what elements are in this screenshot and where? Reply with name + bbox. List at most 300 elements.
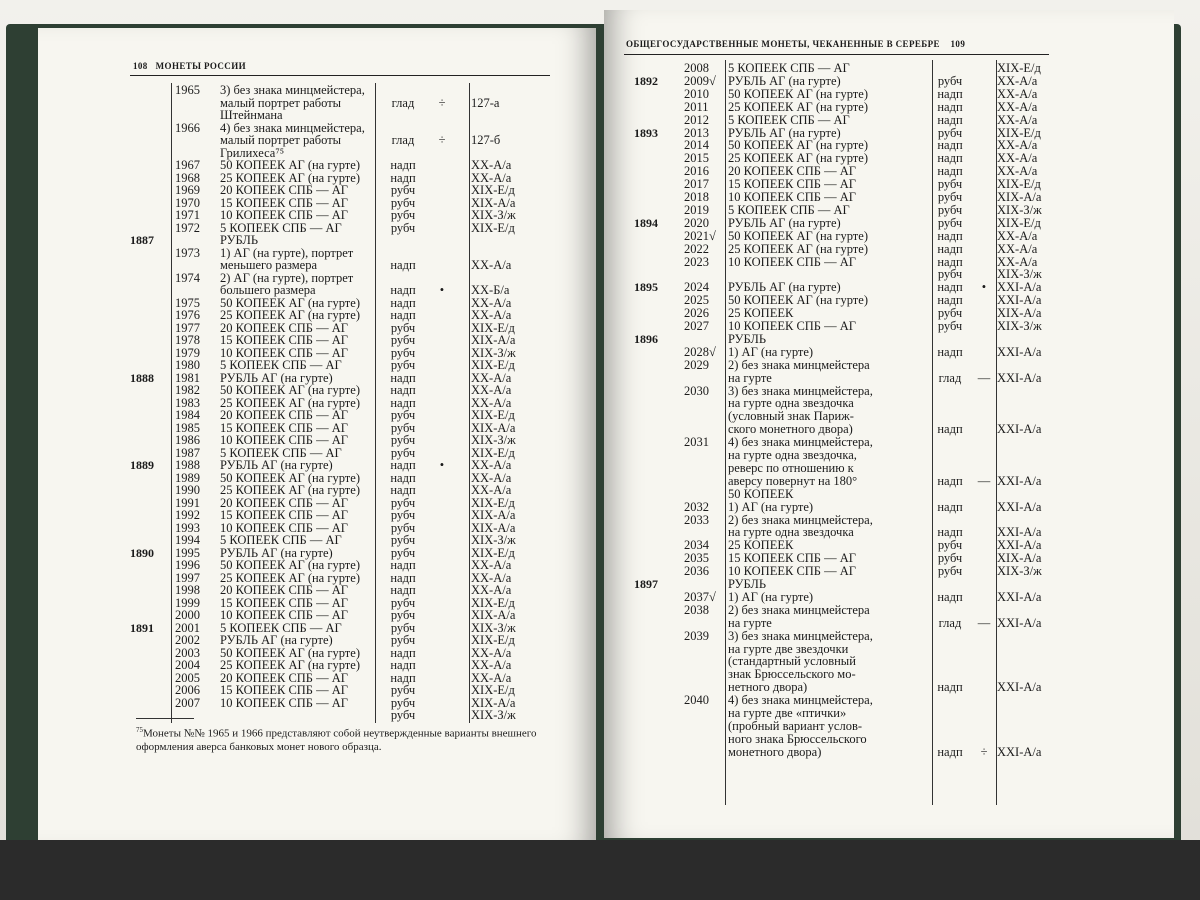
edge-type-cell: надп [390,570,416,585]
catalog-ref-cell: XIX-Е/д [471,683,515,697]
coin-name-cell: 10 КОПЕЕК СПБ — АГ [220,208,348,222]
coin-name-cell: на гурте [728,370,772,385]
catalog-ref-cell: XX-Б/а [471,283,510,297]
left-running-title: МОНЕТЫ РОССИИ [155,61,247,71]
edge-type-cell: надп [390,583,416,597]
coin-name-cell: 25 КОПЕЕК АГ (на гурте) [220,170,360,185]
coin-name-cell: на гурте [728,615,772,630]
year-cell: 1890 [130,545,154,560]
catalog-ref-cell: XX-А/а [997,138,1038,153]
number-cell: 1965 [175,83,200,97]
table-row [604,565,1174,578]
year-cell: 1893 [634,125,658,140]
table-row [604,462,1174,475]
edge-type-cell: надп [390,158,416,172]
coin-name-cell: 20 КОПЕЕК СПБ — АГ [220,583,348,597]
edge-type-cell: глад [391,133,415,147]
coin-name-cell: большего размера [220,283,316,297]
edge-type-cell: надп [390,383,416,397]
table-row [604,320,1174,333]
left-head-rule [130,75,550,76]
table-row [604,101,1174,114]
catalog-ref-cell: XIX-Е/д [471,358,515,372]
catalog-ref-cell: XIX-А/а [997,551,1042,566]
table-row [604,410,1174,423]
rarity-mark-cell: • [981,280,987,295]
catalog-ref-cell: XX-А/а [471,258,512,272]
coin-name-cell: 15 КОПЕЕК СПБ — АГ [728,177,856,192]
number-cell: 2014 [684,138,709,153]
catalog-ref-cell: XXI-А/а [997,615,1042,630]
edge-type-cell: рубч [390,695,416,710]
table-row [604,436,1174,449]
coin-name-cell: 15 КОПЕЕК СПБ — АГ [220,683,348,697]
catalog-ref-cell: XX-А/а [471,308,512,322]
catalog-ref-cell: XXI-А/а [997,344,1042,359]
catalog-ref-cell: XIX-А/а [997,190,1042,204]
number-cell: 2025 [684,293,709,308]
right-running-head [626,38,965,51]
year-cell: 1897 [634,577,658,591]
catalog-ref-cell: XXI-А/а [997,744,1042,759]
number-cell: 1994 [175,533,200,547]
edge-type-cell: рубч [390,608,416,622]
edge-type-cell: рубч [937,202,963,217]
coin-name-cell: 25 КОПЕЕК АГ (на гурте) [220,483,360,497]
catalog-ref-cell: XXI-А/а [997,499,1042,514]
edge-type-cell: рубч [937,551,963,566]
coin-name-cell: 10 КОПЕЕК СПБ — АГ [728,564,856,579]
coin-name-cell: 50 КОПЕЕК АГ (на гурте) [728,293,868,308]
coin-name-cell: 25 КОПЕЕК [728,538,794,553]
edge-type-cell: надп [937,589,963,604]
catalog-ref-cell: XX-А/а [471,658,512,672]
table-row [604,630,1174,643]
footnote-marker: 75 [136,726,143,734]
number-cell: 1982 [175,383,200,397]
coin-name-cell: 20 КОПЕЕК СПБ — АГ [220,183,348,197]
number-cell: 1985 [175,420,200,435]
catalog-ref-cell: XIX-З/ж [997,319,1042,333]
catalog-ref-cell: XX-А/а [471,158,512,172]
catalog-ref-cell: 127-б [471,133,501,147]
coin-name-cell: 5 КОПЕЕК СПБ — АГ [728,202,850,217]
edge-type-cell: рубч [390,420,416,435]
catalog-ref-cell: XX-А/а [471,383,512,397]
coin-name-cell: РУБЛЬ [728,331,767,346]
edge-type-cell: рубч [390,408,416,422]
table-row [604,591,1174,604]
number-cell: 1971 [175,208,200,222]
coin-name-cell: 15 КОПЕЕК СПБ — АГ [220,595,348,610]
table-row [604,217,1174,230]
table-row [604,707,1174,720]
edge-type-cell: рубч [390,208,416,222]
coin-name-cell: 4) без знака минцмейстера, [220,120,365,135]
edge-type-cell: надп [390,658,416,672]
edge-type-cell: надп [390,483,416,497]
number-cell: 2005 [175,670,200,685]
edge-type-cell: надп [937,164,963,179]
coin-name-cell: 1) АГ (на гурте) [728,589,814,604]
coin-name-cell: 15 КОПЕЕК СПБ — АГ [220,420,348,435]
number-cell: 2026 [684,306,709,321]
coin-name-cell: 50 КОПЕЕК АГ (на гурте) [728,138,868,153]
coin-name-cell: 25 КОПЕЕК АГ (на гурте) [220,308,360,322]
edge-type-cell: рубч [390,545,416,560]
coin-name-cell: 15 КОПЕЕК СПБ — АГ [220,508,348,522]
coin-name-cell: 5 КОПЕЕК СПБ — АГ [220,620,342,635]
year-cell: 1895 [634,280,658,295]
number-cell: 1984 [175,408,200,422]
catalog-ref-cell: XX-А/а [471,670,512,685]
number-cell: 1996 [175,558,200,572]
edge-type-cell: рубч [390,533,416,547]
year-cell: 1889 [130,458,154,472]
coin-name-cell: 15 КОПЕЕК СПБ — АГ [220,195,348,210]
table-row [604,655,1174,668]
coin-name-cell: 10 КОПЕЕК СПБ — АГ [220,433,348,447]
table-row [604,720,1174,733]
edge-type-cell: рубч [390,183,416,197]
number-cell: 1998 [175,583,200,597]
coin-name-cell: 2) без знака минцмейстера [728,357,870,372]
edge-type-cell: надп [937,86,963,101]
number-cell: 1991 [175,495,200,510]
edge-type-cell: рубч [937,125,963,140]
table-row [604,346,1174,359]
coin-name-cell: Грилихеса⁷⁵ [220,145,285,160]
edge-type-cell: надп [937,525,963,540]
number-cell: 1972 [175,220,200,235]
coin-name-cell: 50 КОПЕЕК АГ (на гурте) [220,158,360,172]
catalog-ref-cell: XIX-Е/д [471,595,515,610]
catalog-ref-cell: XX-А/а [471,470,512,485]
number-cell: 1983 [175,395,200,410]
catalog-ref-cell: XXI-А/а [997,422,1042,437]
number-cell: 2011 [684,99,709,114]
catalog-ref-cell: XX-А/а [997,73,1038,88]
catalog-ref-cell: XIX-Е/д [471,545,515,560]
edge-type-cell: надп [390,470,416,485]
catalog-ref-cell: XIX-А/а [471,333,516,347]
number-cell: 2016 [684,164,709,179]
edge-type-cell: надп [390,370,416,385]
catalog-ref-cell: XX-А/а [997,241,1038,256]
coin-name-cell: 25 КОПЕЕК АГ (на гурте) [220,395,360,410]
number-cell: 1989 [175,470,200,485]
number-cell: 2009√ [684,73,716,88]
edge-type-cell: надп [390,558,416,572]
coin-name-cell: ного знака Брюссельского [728,731,867,746]
coin-name-cell: 50 КОПЕЕК АГ (на гурте) [220,645,360,660]
catalog-ref-cell: XXI-А/а [997,538,1042,553]
table-row [604,88,1174,101]
edge-type-cell: надп [937,473,963,488]
left-page-number: 108 [133,61,148,71]
catalog-ref-cell: XXI-А/а [997,293,1042,308]
table-row [38,272,596,285]
coin-name-cell: РУБЛЬ АГ (на гурте) [220,458,333,472]
number-cell: 2019 [684,202,709,217]
edge-type-cell: надп [937,280,963,295]
rarity-mark-cell: — [977,370,991,385]
table-row [38,134,596,147]
number-cell: 1992 [175,508,200,522]
coin-name-cell: 50 КОПЕЕК АГ (на гурте) [220,558,360,572]
coin-name-cell: 5 КОПЕЕК СПБ — АГ [728,61,850,75]
number-cell: 1976 [175,308,200,322]
coin-name-cell: 20 КОПЕЕК СПБ — АГ [220,408,348,422]
coin-name-cell: 4) без знака минцмейстера, [728,693,873,708]
rarity-mark-cell: — [977,615,991,630]
number-cell: 1999 [175,595,200,610]
coin-name-cell: 50 КОПЕЕК АГ (на гурте) [220,470,360,485]
table-row [604,617,1174,630]
catalog-ref-cell: XX-А/а [471,395,512,410]
coin-name-cell: (стандартный условный [728,654,856,669]
catalog-ref-cell: XXI-А/а [997,680,1042,695]
coin-name-cell: 25 КОПЕЕК АГ (на гурте) [728,151,868,166]
catalog-ref-cell: XXI-А/а [997,280,1042,295]
edge-type-cell: рубч [390,683,416,697]
edge-type-cell: надп [937,744,963,759]
floor-shadow [0,840,1200,900]
catalog-ref-cell: XIX-Е/д [997,125,1041,140]
catalog-ref-cell: XIX-З/ж [997,267,1042,282]
table-row [604,643,1174,656]
coin-name-cell: 25 КОПЕЕК АГ (на гурте) [728,99,868,114]
catalog-ref-cell: XIX-Е/д [471,408,515,422]
edge-type-cell: надп [937,228,963,243]
number-cell: 2000 [175,608,200,622]
catalog-ref-cell: XIX-А/а [997,306,1042,321]
table-row [604,333,1174,346]
catalog-ref-cell: XX-А/а [997,151,1038,166]
catalog-ref-cell: XIX-А/а [471,520,516,535]
edge-type-cell: рубч [390,220,416,235]
catalog-ref-cell: XIX-Е/д [471,220,515,235]
catalog-ref-cell: XX-А/а [471,558,512,572]
coin-name-cell: 1) АГ (на гурте), портрет [220,245,354,260]
edge-type-cell: надп [390,645,416,660]
coin-name-cell: 50 КОПЕЕК АГ (на гурте) [220,383,360,397]
catalog-ref-cell: XX-А/а [997,164,1038,179]
coin-name-cell: ского монетного двора) [728,422,853,437]
number-cell: 2034 [684,538,709,553]
edge-type-cell: надп [937,344,963,359]
coin-name-cell: 2) без знака минцмейстера, [728,512,873,527]
coin-name-cell: (пробный вариант услов- [728,718,863,733]
number-cell: 2027 [684,319,709,333]
number-cell: 1995 [175,545,200,560]
rarity-mark-cell: • [439,458,445,472]
table-row [604,488,1174,501]
number-cell: 1974 [175,270,200,285]
rarity-mark-cell: ÷ [980,744,988,759]
table-row [38,97,596,110]
edge-type-cell: рубч [937,267,963,282]
number-cell: 2015 [684,151,709,166]
number-cell: 2030 [684,383,709,398]
left-running-head [133,60,246,73]
edge-type-cell: надп [937,151,963,166]
table-row [604,243,1174,256]
coin-name-cell: 1) АГ (на гурте) [728,499,814,514]
coin-name-cell: 3) без знака минцмейстера, [220,83,365,97]
number-cell: 2004 [175,658,200,672]
catalog-ref-cell: XX-А/а [471,370,512,385]
coin-name-cell: 20 КОПЕЕК СПБ — АГ [220,495,348,510]
coin-name-cell: монетного двора) [728,744,822,759]
coin-name-cell: на гурте одна звездочка [728,525,854,540]
coin-name-cell: РУБЛЬ АГ (на гурте) [728,215,841,230]
number-cell: 1987 [175,445,200,460]
table-row [38,247,596,260]
coin-name-cell: 50 КОПЕЕК [728,486,794,501]
catalog-ref-cell: XIX-З/ж [471,433,516,447]
coin-name-cell: 10 КОПЕЕК СПБ — АГ [220,520,348,535]
catalog-ref-cell: XIX-З/ж [471,708,516,722]
edge-type-cell: рубч [937,319,963,333]
edge-type-cell: рубч [937,190,963,204]
rarity-mark-cell: ÷ [438,95,446,110]
coin-name-cell: 25 КОПЕЕК АГ (на гурте) [728,241,868,256]
catalog-ref-cell: XIX-Е/д [471,495,515,510]
coin-name-cell: РУБЛЬ АГ (на гурте) [220,545,333,560]
number-cell: 2006 [175,683,200,697]
table-row [604,372,1174,385]
coin-name-cell: 1) АГ (на гурте) [728,344,814,359]
catalog-ref-cell: XX-А/а [471,295,512,310]
coin-name-cell: 20 КОПЕЕК СПБ — АГ [220,320,348,335]
catalog-ref-cell: XX-А/а [997,99,1038,114]
number-cell: 1979 [175,345,200,360]
coin-name-cell: РУБЛЬ АГ (на гурте) [220,370,333,385]
edge-type-cell: рубч [390,333,416,347]
year-cell: 1896 [634,331,658,346]
edge-type-cell: рубч [390,633,416,647]
table-row [604,604,1174,617]
number-cell: 1988 [175,458,200,472]
coin-name-cell: 20 КОПЕЕК СПБ — АГ [220,670,348,685]
number-cell: 2018 [684,190,709,204]
coin-name-cell: малый портрет работы [220,95,342,110]
edge-type-cell: рубч [937,538,963,553]
number-cell: 1997 [175,570,200,585]
edge-type-cell: глад [938,615,962,630]
number-cell: 2001 [175,620,200,635]
right-running-title: ОБЩЕГОСУДАРСТВЕННЫЕ МОНЕТЫ, ЧЕКАНЕННЫЕ В СЕРЕБРЕ [626,39,940,49]
coin-name-cell: РУБЛЬ АГ (на гурте) [728,280,841,295]
table-row [604,514,1174,527]
catalog-ref-cell: XIX-З/ж [471,533,516,547]
edge-type-cell: рубч [937,306,963,321]
coin-name-cell: 50 КОПЕЕК АГ (на гурте) [728,228,868,243]
edge-type-cell: надп [390,458,416,472]
table-row [604,733,1174,746]
table-row [604,397,1174,410]
year-cell: 1888 [130,370,154,385]
rarity-mark-cell: — [977,473,991,488]
right-head-rule [624,54,1049,55]
coin-name-cell: на гурте одна звездочка [728,396,854,411]
edge-type-cell: рубч [390,595,416,610]
number-cell: 2012 [684,112,709,127]
number-cell: 1980 [175,358,200,372]
left-page [38,28,596,843]
table-row [604,475,1174,488]
table-row [604,75,1174,88]
coin-name-cell: РУБЛЬ АГ (на гурте) [220,633,333,647]
number-cell: 2037√ [684,589,716,604]
number-cell: 1967 [175,158,200,172]
catalog-ref-cell: XXI-А/а [997,473,1042,488]
number-cell: 2010 [684,86,709,101]
coin-name-cell: 5 КОПЕЕК СПБ — АГ [220,533,342,547]
table-row [604,204,1174,217]
coin-name-cell: РУБЛЬ [728,577,767,591]
coin-name-cell: 4) без знака минцмейстера, [728,435,873,450]
coin-name-cell: нетного двора) [728,680,808,695]
coin-name-cell: аверсу повернут на 180° [728,473,858,488]
table-row [604,256,1174,269]
catalog-ref-cell: XX-А/а [471,645,512,660]
number-cell: 2020 [684,215,709,230]
catalog-ref-cell: XIX-А/а [471,420,516,435]
rarity-mark-cell: • [439,283,445,297]
number-cell: 2022 [684,241,709,256]
number-cell: 2031 [684,435,709,450]
catalog-ref-cell: XIX-А/а [471,608,516,622]
coin-name-cell: 25 КОПЕЕК АГ (на гурте) [220,658,360,672]
edge-type-cell: надп [937,112,963,127]
coin-name-cell: 15 КОПЕЕК СПБ — АГ [220,333,348,347]
number-cell: 2028√ [684,344,716,359]
catalog-ref-cell: XIX-З/ж [997,202,1042,217]
number-cell: 2017 [684,177,709,192]
edge-type-cell: рубч [390,433,416,447]
coin-name-cell: знак Брюссельского мо- [728,667,856,682]
edge-type-cell: рубч [390,345,416,360]
number-cell: 2033 [684,512,709,527]
edge-type-cell: надп [390,670,416,685]
catalog-ref-cell: XXI-А/а [997,589,1042,604]
table-row [38,709,596,722]
catalog-ref-cell: XIX-Е/д [997,177,1041,192]
table-row [604,385,1174,398]
table-row [604,230,1174,243]
number-cell: 2040 [684,693,709,708]
number-cell: 1986 [175,433,200,447]
edge-type-cell: рубч [390,708,416,722]
year-cell: 1891 [130,620,154,635]
coin-name-cell: РУБЛЬ АГ (на гурте) [728,125,841,140]
coin-name-cell: на гурте две звездочки [728,641,849,656]
number-cell: 2035 [684,551,709,566]
coin-name-cell: 10 КОПЕЕК СПБ — АГ [728,190,856,204]
edge-type-cell: надп [937,99,963,114]
catalog-ref-cell: XX-А/а [997,228,1038,243]
edge-type-cell: рубч [390,520,416,535]
catalog-ref-cell: XIX-З/ж [997,564,1042,579]
coin-name-cell: 10 КОПЕЕК СПБ — АГ [220,608,348,622]
coin-name-cell: 10 КОПЕЕК СПБ — АГ [728,254,856,269]
catalog-ref-cell: XIX-А/а [471,195,516,210]
coin-name-cell: 20 КОПЕЕК СПБ — АГ [728,164,856,179]
number-cell: 2021√ [684,228,716,243]
number-cell: 2008 [684,61,709,75]
